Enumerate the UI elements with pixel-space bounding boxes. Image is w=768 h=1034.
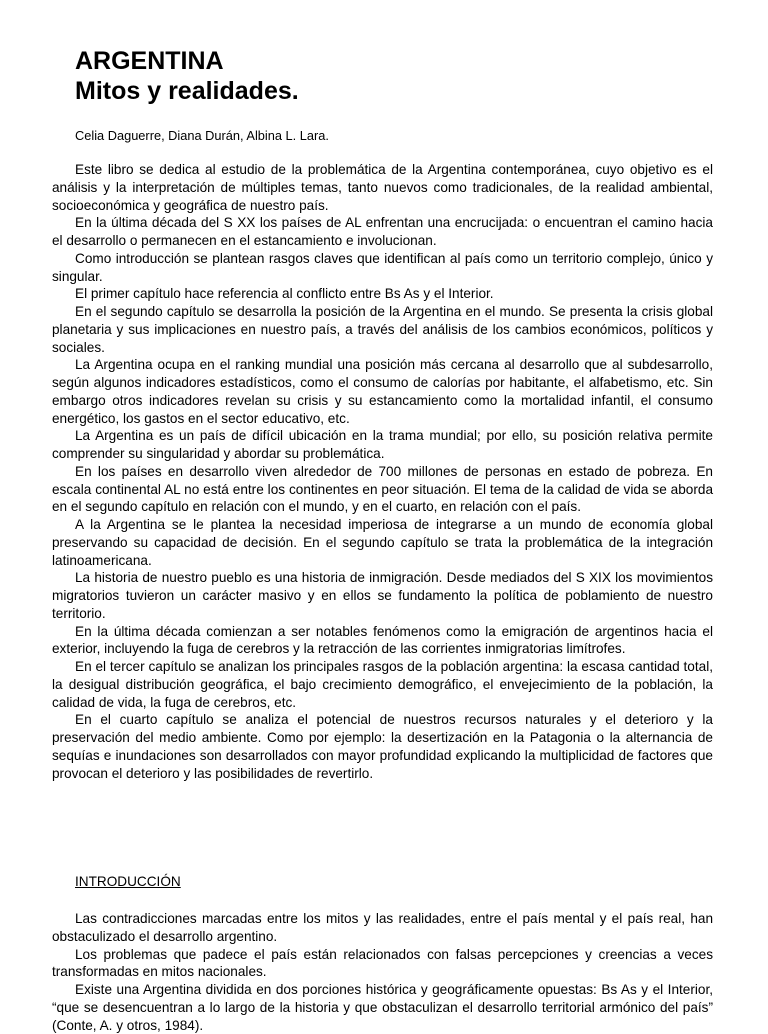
introduction-body — [52, 910, 713, 1034]
body-paragraph: En los países en desarrollo viven alrededor de 700 millones de personas en estado de pobreza. En escala continental AL no está entre los continentes en peor situación. El tema de la calidad de vida se aborda en el segundo capítulo en relación con el mundo, y en el cuarto, en relación con el país. — [52, 463, 713, 515]
title-line-country: ARGENTINA — [75, 47, 224, 75]
body-paragraph: En la última década del S XX los países de AL enfrentan una encrucijada: o encuentran el camino hacia el desarrollo o permanecen en el estancamiento e involucionan. — [52, 215, 713, 248]
authors-line: Celia Daguerre, Diana Durán, Albina L. Lara. — [75, 128, 329, 143]
body-paragraph: En la última década comienzan a ser notables fenómenos como la emigración de argentinos hacia el exterior, incluyendo la fuga de cerebros y la retracción de las corrientes inmigratorias limítrofes. — [52, 623, 713, 657]
body-paragraph: En el tercer capítulo se analizan los principales rasgos de la población argentina: la escasa cantidad total, la desigual distribución geográfica, el bajo crecimiento demográfico, el envejecimiento de la población, la calidad de vida, la fuga de cerebros, etc. — [52, 659, 713, 710]
body-paragraph: Los problemas que padece el país están relacionados con falsas percepciones y creencias a veces transformadas en mitos nacionales. — [52, 946, 713, 980]
body-paragraph: Este libro se dedica al estudio de la problemática de la Argentina contemporánea, cuyo objetivo es el análisis y la interpretación de múltiples temas, tanto nuevos como tradicionales, de la realidad ambiental, socioeconómica y geográfica de nuestro país. — [52, 162, 713, 213]
body-paragraph: En el segundo capítulo se desarrolla la posición de la Argentina en el mundo. Se presenta la crisis global planetaria y sus implicaciones en nuestro país, a través del análisis de los cambios económicos, políticos y sociales. — [52, 304, 713, 355]
body-paragraph: A la Argentina se le plantea la necesidad imperiosa de integrarse a un mundo de economía global preservando su capacidad de decisión. En el segundo capítulo se trata la problemática de la integración latinoamericana. — [52, 517, 713, 568]
document-title — [75, 46, 299, 106]
body-paragraph: La Argentina es un país de difícil ubicación en la trama mundial; por ello, su posición relativa permite comprender su singularidad y abordar su problemática. — [52, 428, 713, 461]
summary-body — [52, 161, 713, 782]
document-page — [52, 0, 713, 1033]
body-paragraph: Las contradicciones marcadas entre los mitos y las realidades, entre el país mental y el país real, han obstaculizado el desarrollo argentino. — [52, 911, 713, 944]
body-paragraph: La Argentina ocupa en el ranking mundial una posición más cercana al desarrollo que al subdesarrollo, según algunos indicadores estadísticos, como el consumo de calorías por habitante, el alfabetismo, etc. Sin embargo otros indicadores revelan su crisis y su estancamiento como la mortalidad infantil, el consumo energético, los gastos en el sector educativo, etc. — [52, 357, 713, 426]
body-paragraph: Como introducción se plantean rasgos claves que identifican al país como un territorio complejo, único y singular. — [52, 250, 713, 284]
section-heading-introduccion: INTRODUCCIÓN — [75, 874, 181, 889]
body-paragraph: El primer capítulo hace referencia al conflicto entre Bs As y el Interior. — [75, 286, 494, 302]
title-line-subtitle: Mitos y realidades. — [75, 77, 299, 105]
body-paragraph: Existe una Argentina dividida en dos porciones histórica y geográficamente opuestas: Bs As y el Interior, “que se desencuentran a lo largo de la historia y que obstaculizan el desarrollo territorial armónico del país” (Conte, A. y otros, 1984). — [52, 982, 713, 1033]
body-paragraph: La historia de nuestro pueblo es una historia de inmigración. Desde mediados del S XIX los movimientos migratorios tuvieron un carácter masivo y en ellos se fundamento la política de poblamiento de nuestro territorio. — [52, 570, 713, 621]
body-paragraph: En el cuarto capítulo se analiza el potencial de nuestros recursos naturales y el deterioro y la preservación del medio ambiente. Como por ejemplo: la desertización en la Patagonia o la alternancia de sequías e inundaciones son desarrollados con mayor profundidad explicando la multiplicidad de factores que provocan el deterioro y las posibilidades de revertirlo. — [52, 712, 713, 781]
